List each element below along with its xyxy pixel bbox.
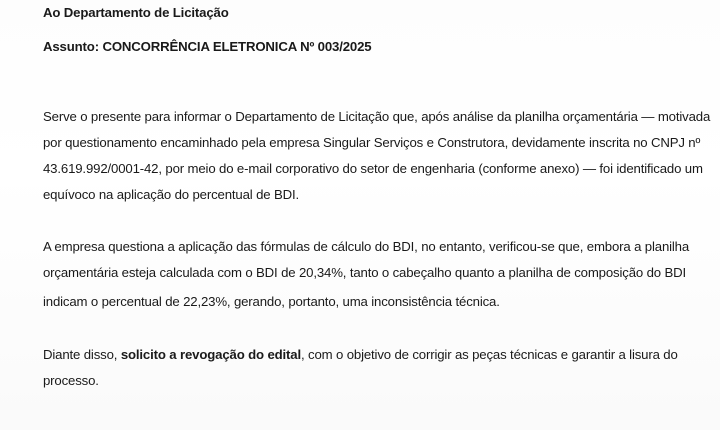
subject-line: Assunto: CONCORRÊNCIA ELETRONICA Nº 003/2025 (43, 39, 372, 54)
paragraph-3-text: , com o objetivo de corrigir as peças técnicas e garantir a lisura do (301, 347, 678, 362)
paragraph-3-text: Diante disso, (43, 347, 121, 362)
paragraph-3-line (43, 347, 678, 363)
paragraph-1-line: 43.619.992/0001-42, por meio do e-mail corporativo do setor de engenharia (conforme anexo) — foi identificado um (43, 161, 703, 176)
paragraph-2-line: orçamentária esteja calculada com o BDI de 20,34%, tanto o cabeçalho quanto a planilha de composição do BDI (43, 265, 687, 280)
paragraph-2-line: indicam o percentual de 22,23%, gerando, portanto, uma inconsistência técnica. (43, 294, 500, 309)
revocation-request-emphasis: solicito a revogação do edital (120, 347, 301, 362)
paragraph-2-line: A empresa questiona a aplicação das fórmulas de cálculo do BDI, no entanto, verificou-se que, embora a planilha (43, 239, 690, 254)
paragraph-1-line: Serve o presente para informar o Departamento de Licitação que, após análise da planilha orçamentária — motivada (43, 109, 711, 124)
recipient-line: Ao Departamento de Licitação (43, 5, 229, 20)
paragraph-1-line: equívoco na aplicação do percentual de BDI. (43, 187, 300, 202)
paragraph-1-line: por questionamento encaminhado pela empresa Singular Serviços e Construtora, devidamente inscrita no CNPJ nº (43, 135, 701, 150)
paragraph-3-line: processo. (43, 373, 99, 388)
